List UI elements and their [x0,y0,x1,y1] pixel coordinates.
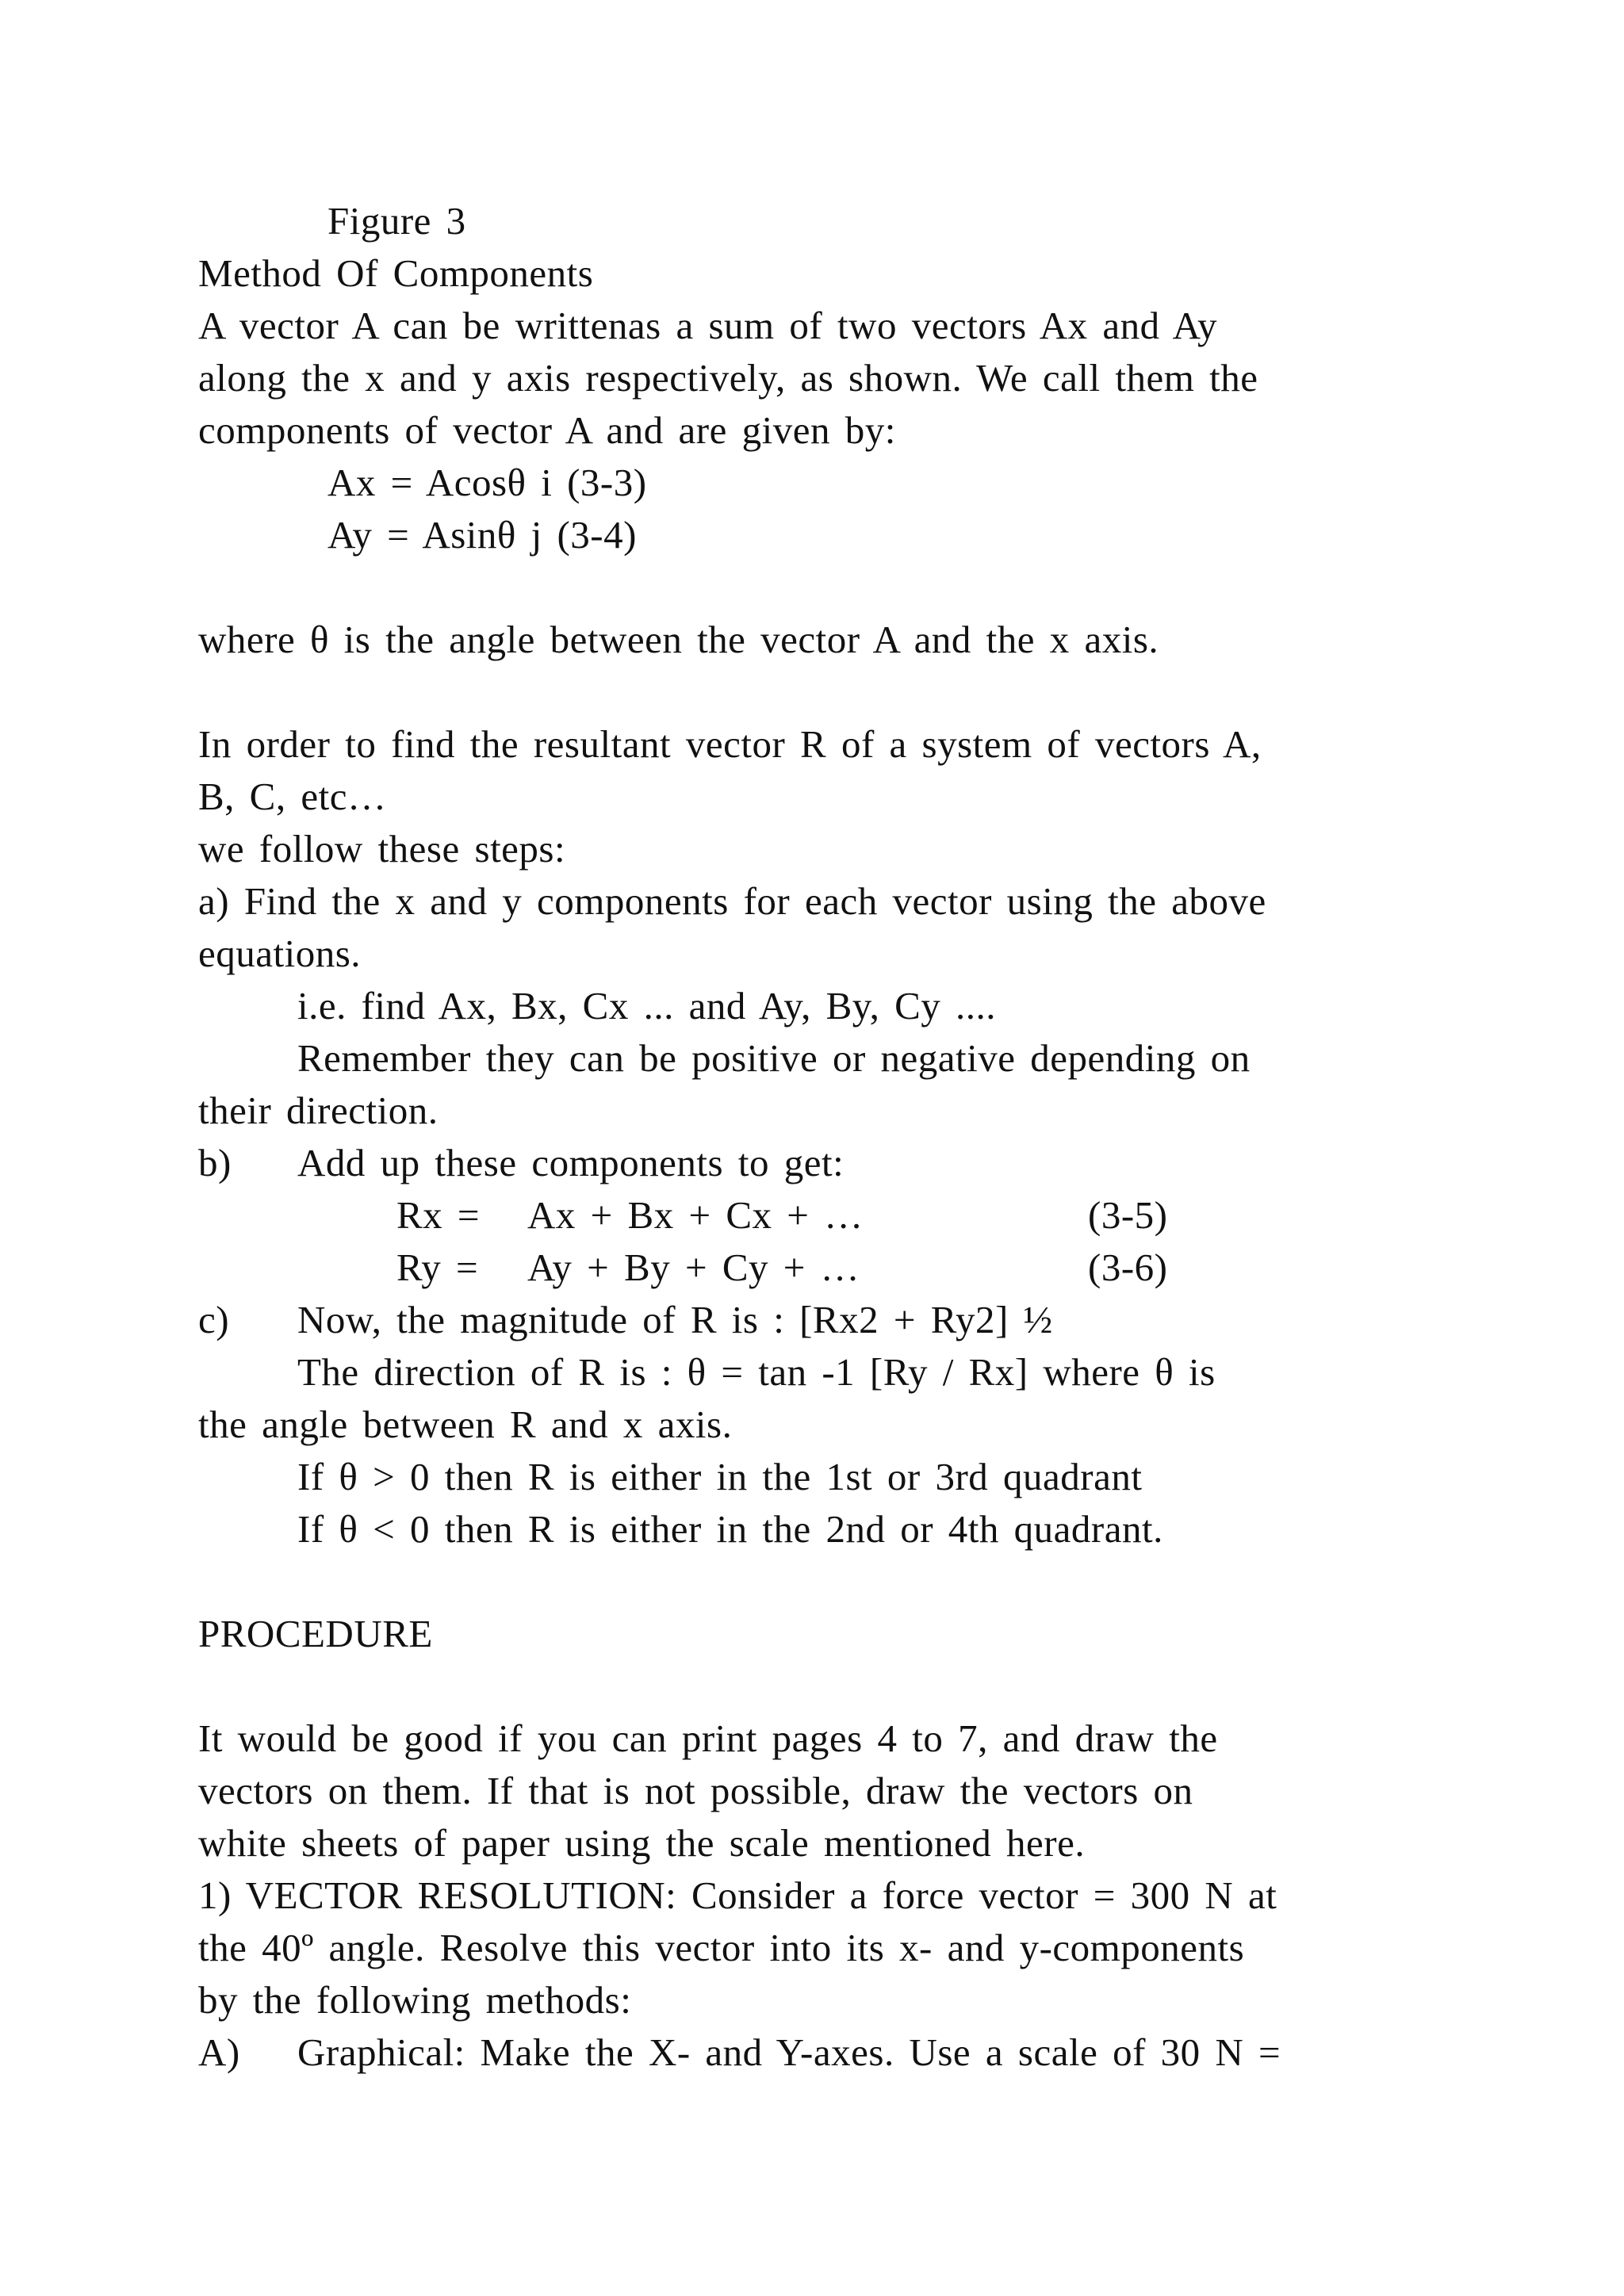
procedure-heading: PROCEDURE [198,1612,433,1655]
step-c-condition: If θ > 0 then R is either in the 1st or 3rd quadrant [297,1455,1143,1498]
paragraph-line: A vector A can be writtenas a sum of two vectors Ax and Ay [198,304,1218,347]
method-a-text: Graphical: Make the X- and Y-axes. Use a scale of 30 N = [297,2030,1281,2074]
figure-caption: Figure 3 [327,199,466,243]
paragraph-line: we follow these steps: [198,827,566,871]
step-a-remember-cont: their direction. [198,1089,439,1132]
equation-tag: (3-6) [1088,1246,1168,1289]
paragraph-line: white sheets of paper using the scale mentioned here. [198,1821,1086,1865]
paragraph-line: 1) VECTOR RESOLUTION: Consider a force vector = 300 N at [198,1873,1277,1917]
paragraph-line: In order to find the resultant vector R of a system of vectors A, [198,722,1262,766]
sum-rhs: Ax + Bx + Cx + … [527,1193,864,1237]
step-b-text: Add up these components to get: [297,1141,845,1184]
paragraph-line: components of vector A and are given by: [198,408,896,452]
step-c-magnitude: Now, the magnitude of R is : [Rx2 + Ry2] ½ [297,1298,1053,1341]
sum-lhs: Ry = [396,1246,479,1289]
step-a-line: a) Find the x and y components for each vector using the above [198,879,1266,923]
step-a-line: equations. [198,932,362,975]
paragraph-line: by the following methods: [198,1978,632,2022]
equation-tag: (3-5) [1088,1193,1168,1237]
paragraph-line: along the x and y axis respectively, as shown. We call them the [198,356,1258,400]
section-title: Method Of Components [198,251,594,295]
paragraph-line: where θ is the angle between the vector A and the x axis. [198,618,1159,661]
step-c-marker: c) [198,1298,230,1341]
step-a-remember: Remember they can be positive or negative depending on [297,1036,1251,1080]
sum-lhs: Rx = [396,1193,481,1237]
sum-rhs: Ay + By + Cy + … [527,1246,860,1289]
method-a-marker: A) [198,2030,240,2074]
paragraph-line: vectors on them. If that is not possible, draw the vectors on [198,1769,1193,1812]
paragraph-line: the 40º angle. Resolve this vector into its x- and y-components [198,1926,1245,1969]
equation-line: Ax = Acosθ i (3-3) [327,461,647,504]
paragraph-line: It would be good if you can print pages 4 to 7, and draw the [198,1716,1218,1760]
step-c-direction: The direction of R is : θ = tan -1 [Ry / Rx] where θ is [297,1350,1216,1394]
step-a-ie: i.e. find Ax, Bx, Cx ... and Ay, By, Cy .... [297,984,997,1027]
step-b-marker: b) [198,1141,232,1184]
step-c-condition: If θ < 0 then R is either in the 2nd or 4th quadrant. [297,1507,1163,1551]
step-c-direction-cont: the angle between R and x axis. [198,1402,733,1446]
paragraph-line: B, C, etc… [198,775,387,818]
equation-line: Ay = Asinθ j (3-4) [327,513,637,557]
